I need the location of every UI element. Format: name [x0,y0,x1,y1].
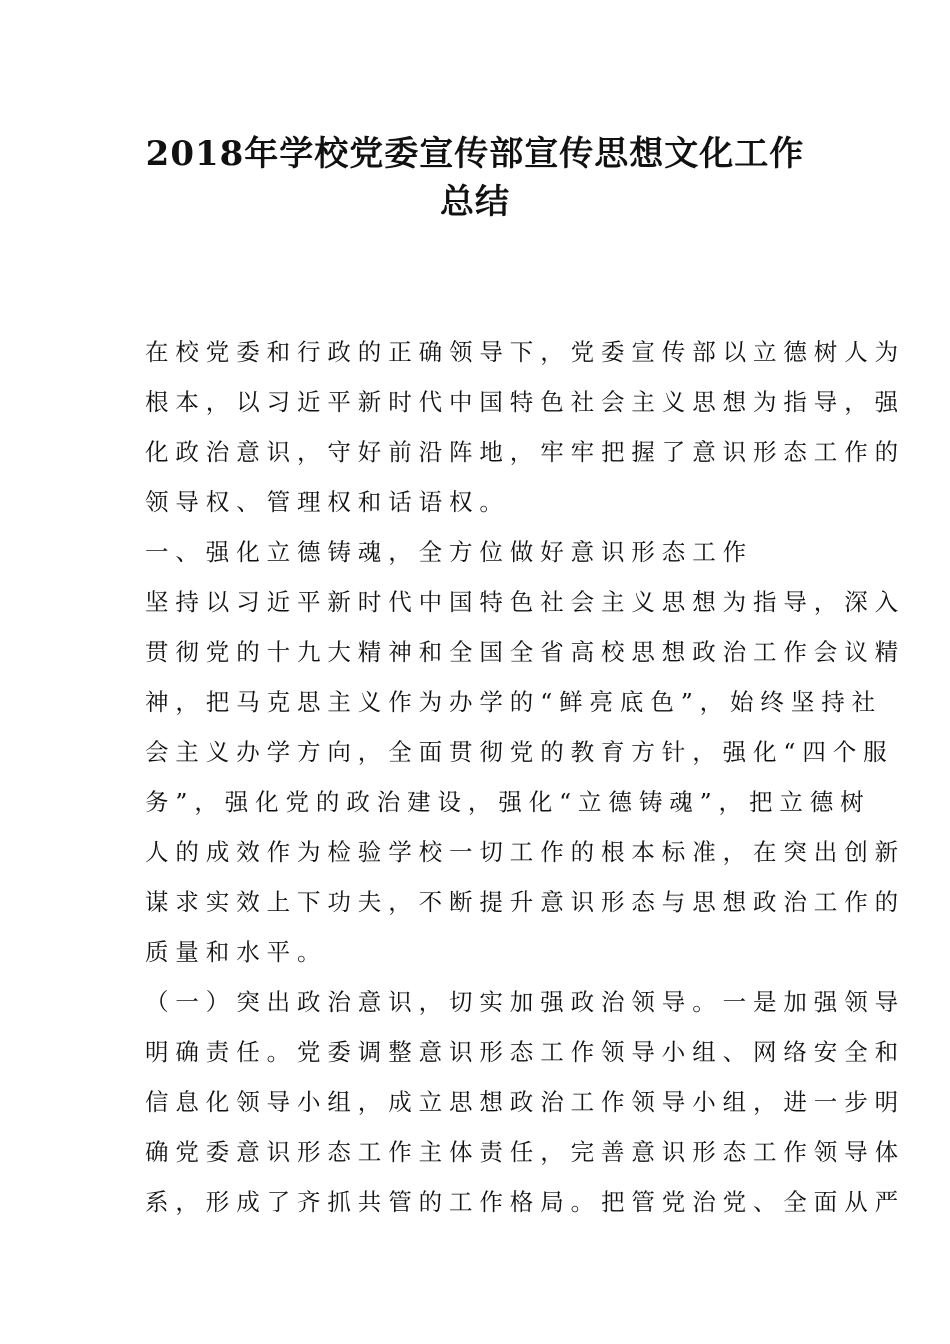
body-text-line: 领导权、管理权和话语权。 [145,488,510,516]
body-text-line: 明确责任。党委调整意识形态工作领导小组、网络安全和 [145,1038,905,1066]
body-text-line: 质量和水平。 [145,938,328,966]
subsection-text-line: （一）突出政治意识，切实加强政治领导。一是加强领导 [145,988,905,1016]
section-heading: 一、强化立德铸魂，全方位做好意识形态工作 [145,538,753,566]
body-text-line: 神，把马克思主义作为办学的“鲜亮底色”，始终坚持社 [145,688,883,716]
body-text-line: 会主义办学方向，全面贯彻党的教育方针，强化“四个服 [145,738,894,766]
body-text-line: 人的成效作为检验学校一切工作的根本标准，在突出创新 [145,838,905,866]
body-text-line: 务”，强化党的政治建设，强化“立德铸魂”，把立德树 [145,788,871,816]
document-title-line-2: 总结 [440,182,510,222]
body-text-line: 谋求实效上下功夫，不断提升意识形态与思想政治工作的 [145,888,905,916]
body-text-line: 根本，以习近平新时代中国特色社会主义思想为指导，强 [145,388,905,416]
body-text-line: 化政治意识，守好前沿阵地，牢牢把握了意识形态工作的 [145,438,905,466]
body-text-line: 在校党委和行政的正确领导下，党委宣传部以立德树人为 [145,338,905,366]
body-text-line: 系，形成了齐抓共管的工作格局。把管党治党、全面从严 [145,1188,905,1216]
body-text-line: 信息化领导小组，成立思想政治工作领导小组，进一步明 [145,1088,905,1116]
body-text-line: 贯彻党的十九大精神和全国全省高校思想政治工作会议精 [145,638,905,666]
body-text-line: 确党委意识形态工作主体责任，完善意识形态工作领导体 [145,1138,905,1166]
document-title-line-1: 2018年学校党委宣传部宣传思想文化工作 [145,134,805,174]
body-text-line: 坚持以习近平新时代中国特色社会主义思想为指导，深入 [145,588,905,616]
